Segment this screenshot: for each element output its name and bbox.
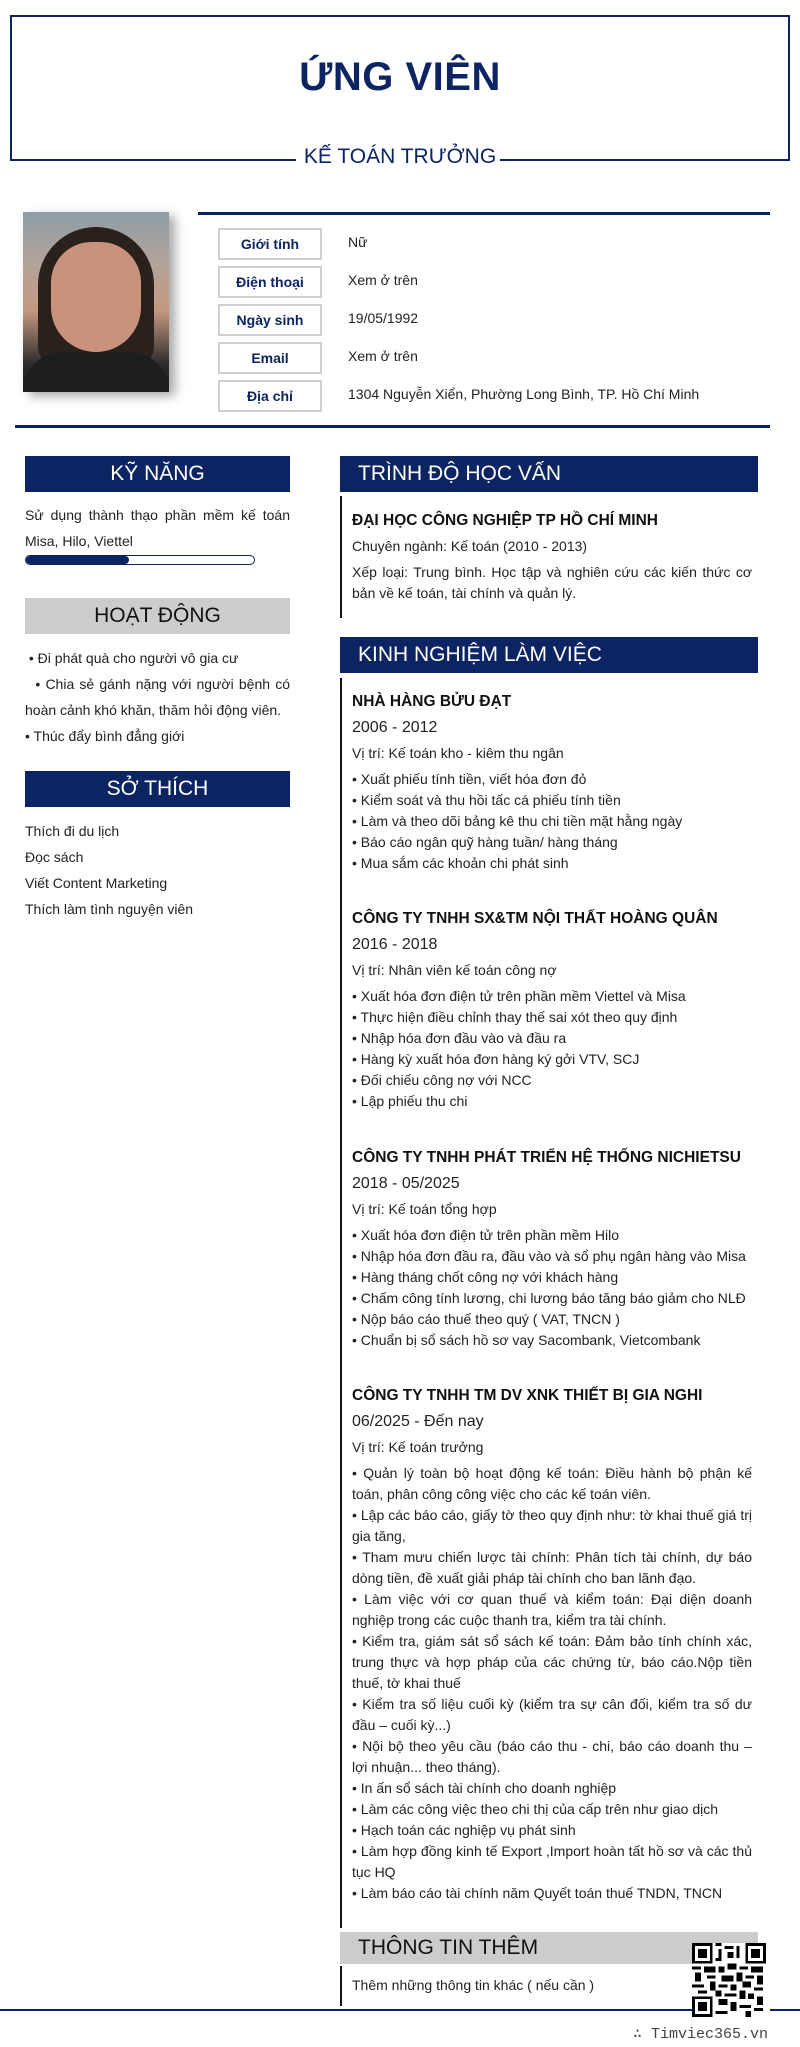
duty-item: • Làm việc với cơ quan thuế và kiểm toán: Đại diện doanh nghiệp trong các cuộc thanh tra, kiểm tra tài chính. [352,1591,752,1628]
job-entry [352,1387,752,1904]
job-duties [352,1463,752,1904]
duty-item: • Báo cáo ngân quỹ hàng tuần/ hàng tháng [352,834,618,850]
job-entry [352,693,752,874]
activities-list [25,645,294,749]
duty-item: • Xuất phiếu tính tiền, viết hóa đơn đỏ [352,771,587,787]
duty-item: • Đối chiếu công nợ với NCC [352,1072,532,1088]
school-name: ĐẠI HỌC CÔNG NGHIỆP TP HỒ CHÍ MINH [352,512,659,529]
duty-item: • Quản lý toàn bộ hoạt động kế toán: Điều hành bộ phận kế toán, phân công công việc cho các kế toán viên. [352,1465,752,1502]
additional-heading: THÔNG TIN THÊM [340,1932,758,1964]
hobby-item: Đọc sách [25,849,84,865]
avatar [23,212,169,392]
company-name: CÔNG TY TNHH SX&TM NỘI THẤT HOÀNG QUÂN [352,910,718,927]
info-label: Điện thoại [218,266,322,298]
duty-item: • Mua sắm các khoản chi phát sinh [352,855,569,871]
duty-item: • Nhập hóa đơn đầu ra, đầu vào và sổ phụ ngân hàng vào Misa [352,1248,746,1264]
avatar-body [23,352,169,392]
info-row-phone [218,266,778,298]
info-label: Email [218,342,322,374]
info-row-birthday [218,304,778,336]
info-value: 1304 Nguyễn Xiển, Phường Long Bình, TP. Hồ Chí Minh [348,386,700,402]
duty-item: • Nộp báo cáo thuế theo quý ( VAT, TNCN ) [352,1311,620,1327]
info-value: 19/05/1992 [348,310,419,326]
education-description: Xếp loại: Trung bình. Học tập và nghiên cứu các kiến thức cơ bản về kế toán, tài chính và quản lý. [352,564,752,601]
activity-item: • Chia sẻ gánh nặng với người bệnh có hoàn cảnh khó khăn, thăm hỏi động viên. [25,676,294,718]
skills-heading: KỸ NĂNG [25,456,290,492]
duty-item: • Lập các báo cáo, giấy tờ theo quy định như: tờ khai thuế giá trị gia tăng, [352,1507,752,1544]
experience-heading: KINH NGHIỆM LÀM VIỆC [340,637,758,673]
info-value: Nữ [348,234,368,250]
activity-item: • Thúc đẩy bình đẳng giới [25,728,185,744]
job-period: 2018 - 05/2025 [352,1175,460,1192]
info-value: Xem ở trên [348,348,418,364]
hobby-item: Thích đi du lịch [25,823,120,839]
skill-level-fill [26,556,129,564]
duty-item: • Chấm công tính lương, chi lương báo tăng báo giảm cho NLĐ [352,1290,746,1306]
job-role: Vị trí: Nhân viên kế toán công nợ [352,962,557,978]
duty-item: • Lập phiếu thu chi [352,1093,468,1109]
education-heading: TRÌNH ĐỘ HỌC VẤN [340,456,758,492]
duty-item: • Chuẩn bị sổ sách hồ sơ vay Sacombank, Vietcombank [352,1332,701,1348]
duty-item: • Làm các công việc theo chi thị của cấp trên như giao dịch [352,1801,719,1817]
info-label: Địa chỉ [218,380,322,412]
skills-text: Sử dụng thành thạo phần mềm kế toán Misa, Hilo, Viettel [25,507,290,549]
skill-level-bar [25,555,255,565]
watermark: ∴ Timviec365.vn [632,2026,768,2043]
job-entry [352,910,752,1112]
info-label: Giới tính [218,228,322,260]
duty-item: • Nhập hóa đơn đầu vào và đầu ra [352,1030,567,1046]
avatar-face [51,242,141,352]
duty-item: • Nội bộ theo yêu cầu (báo cáo thu - chi, báo cáo doanh thu – lợi nhuận... theo tháng). [352,1738,752,1775]
duty-item: • Hàng kỳ xuất hóa đơn hàng ký gởi VTV, SCJ [352,1051,640,1067]
job-duties [352,986,752,1112]
activity-item: • Đi phát quà cho người vô gia cư [25,650,239,666]
job-title: KẾ TOÁN TRƯỞNG [303,145,497,168]
experience-accent-line [340,678,342,1928]
qr-code-icon [692,1943,766,2017]
job-period: 06/2025 - Đến nay [352,1413,484,1430]
company-name: CÔNG TY TNHH PHÁT TRIỂN HỆ THỐNG NICHIETSU [352,1149,741,1166]
info-row-gender [218,228,778,260]
duty-item: • Kiểm tra, giám sát sổ sách kế toán: Đảm bảo tính chính xác, trung thực và hợp pháp của các chứng từ, báo cáo.Nộp tiền thuế, tờ khai thuế [352,1633,752,1691]
duty-item: • Tham mưu chiến lược tài chính: Phân tích tài chính, dự báo dòng tiền, đề xuất giải pháp tài chính cho ban lãnh đạo. [352,1549,752,1586]
duty-item: • Làm hợp đồng kinh tế Export ,Import hoàn tất hồ sơ và các thủ tục HQ [352,1843,752,1880]
additional-accent-line [340,1966,342,2006]
duty-item: • Xuất hóa đơn điện tử trên phần mềm Hilo [352,1227,620,1243]
job-period: 2016 - 2018 [352,936,438,953]
company-name: NHÀ HÀNG BỬU ĐẠT [352,693,512,710]
duty-item: • Kiểm tra số liệu cuối kỳ (kiểm tra sự cân đối, kiểm tra số dư đầu – cuối kỳ...) [352,1696,752,1733]
info-row-address [218,380,778,412]
education-major: Chuyên ngành: Kế toán (2010 - 2013) [352,538,588,554]
additional-text: Thêm những thông tin khác ( nếu cần ) [352,1977,595,1993]
footer-divider [0,2009,692,2011]
footer-divider [770,2009,800,2011]
duty-item: • Hạch toán các nghiệp vụ phát sinh [352,1822,576,1838]
page-title: ỨNG VIÊN [299,55,501,99]
job-role: Vị trí: Kế toán trưởng [352,1439,484,1455]
hobby-item: Viết Content Marketing [25,875,168,891]
duty-item: • Hàng tháng chốt công nợ với khách hàng [352,1269,619,1285]
duty-item: • Làm báo cáo tài chính năm Quyết toán thuế TNDN, TNCN [352,1885,723,1901]
education-entry [352,512,752,604]
duty-item: • Xuất hóa đơn điện tử trên phần mềm Viettel và Misa [352,988,686,1004]
hobbies-list [25,818,290,922]
duty-item: • Thực hiện điều chỉnh thay thế sai xót theo quy định [352,1009,678,1025]
divider [198,212,770,215]
job-entry [352,1149,752,1351]
job-duties [352,769,752,874]
job-period: 2006 - 2012 [352,719,438,736]
hobbies-heading: SỞ THÍCH [25,771,290,807]
duty-item: • Làm và theo dõi bảng kê thu chi tiền mặt hằng ngày [352,813,683,829]
job-role: Vị trí: Kế toán kho - kiêm thu ngân [352,745,564,761]
education-accent-line [340,496,342,618]
job-duties [352,1225,752,1351]
duty-item: • Kiểm soát và thu hồi tấc cá phiếu tính tiền [352,792,621,808]
info-value: Xem ở trên [348,272,418,288]
duty-item: • In ấn sổ sách tài chính cho doanh nghiệp [352,1780,617,1796]
info-label: Ngày sinh [218,304,322,336]
hobby-item: Thích làm tình nguyện viên [25,901,194,917]
job-role: Vị trí: Kế toán tổng hợp [352,1201,497,1217]
activities-heading: HOẠT ĐỘNG [25,598,290,634]
company-name: CÔNG TY TNHH TM DV XNK THIẾT BỊ GIA NGHI [352,1387,703,1404]
info-row-email [218,342,778,374]
divider [15,425,770,428]
